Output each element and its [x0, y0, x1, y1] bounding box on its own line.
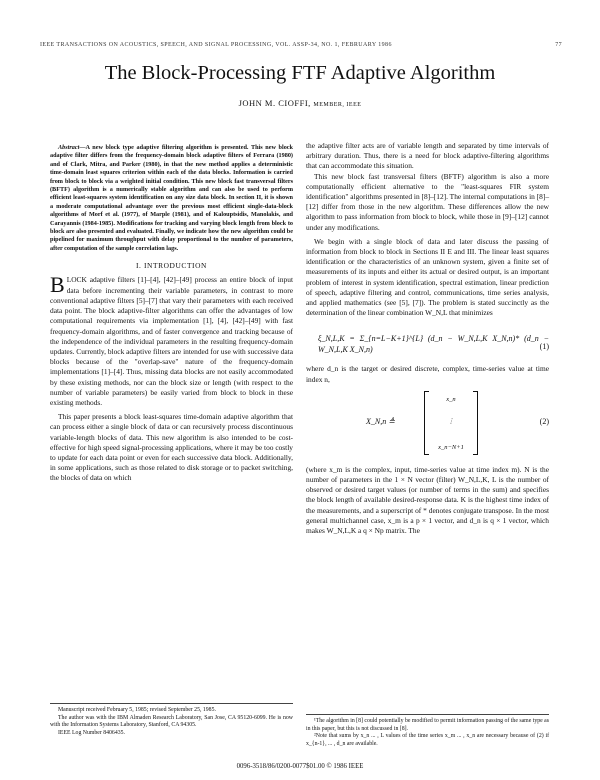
equation-1-number: (1): [539, 342, 549, 352]
right-paragraph-4: where d_n is the target or desired discrete, complex, time-series value at time index n,: [306, 364, 549, 384]
footnote-2: ²Note that sums by x_n ... , L values of the time series x_m ... , x_n are necessary because of (2) if x_{n-1}, ... , d_n are available.: [306, 733, 549, 747]
equation-1-body: ξ_N,L,K = Σ_{n=L−K+1}^{L} (d_n − W_N,L,K X_N,n)* (d_n − W_N,L,K X_N,n): [318, 334, 549, 354]
copyright-footer: 0096-3518/86/0200-0077$01.00 © 1986 IEEE: [236, 763, 364, 770]
intro-paragraph-1: [50, 272, 293, 408]
section-heading-introduction: I. INTRODUCTION: [136, 261, 207, 271]
journal-header: IEEE TRANSACTIONS ON ACOUSTICS, SPEECH, AND SIGNAL PROCESSING, VOL. ASSP-34, NO. 1, FEBRUARY 1986: [40, 42, 392, 48]
vector-top-entry: x_n: [446, 395, 456, 403]
column-vector-bracket: [424, 391, 478, 455]
right-footnotes: [306, 714, 549, 748]
right-column: [306, 141, 549, 536]
intro-paragraph-1-text: LOCK adaptive filters [1]–[4], [42]–[49] process an entire block of input data before incrementing their variable parameters, in contrast to more conventional adaptive filters [5]–[7] that vary their parameters with each received data point. The block adaptive-filter algorithms can offer the advantages of low computational requirements via implementation [1], [4], [42]–[49] with fast frequency-domain algorithms, and of faster convergence and tracking because of the independence of the individual parameters in the resulting frequency-domain updates. Currently, block adaptive filters are intended for use with successive data blocks because of the "overlap-save" nature of the frequency-domain implementations [1]–[4]. Thus, missing data blocks are not easily accommodated by these existing methods, nor can the block size or length (with respect to the number of variable parameters) be easily varied from block to block in these existing methods.: [50, 275, 293, 407]
author-name: JOHN M. CIOFFI,: [238, 98, 311, 108]
footnote-1: ¹The algorithm in [8] could potentially be modified to permit information passing of the same type as in this paper, but this is not discussed in [8].: [306, 718, 549, 732]
right-paragraph-1: the adaptive filter acts are of variable length and separated by time intervals of arbitrary duration. Thus, there is a need for block adaptive-filtering algorithms that can accommodate this situation.: [306, 141, 549, 171]
author-membership: MEMBER, IEEE: [313, 102, 362, 108]
left-column: [50, 144, 293, 484]
equation-2: [306, 389, 549, 459]
footnote-affiliation: The author was with the IBM Almaden Research Laboratory, San Jose, CA 95120-6099. He is now with the Information Systems Laboratory, Stanford, CA 94305.: [50, 714, 293, 729]
vector-bottom-entry: x_n−N+1: [438, 443, 464, 451]
footnote-received: Manuscript received February 5, 1985; revised September 25, 1985.: [58, 707, 216, 713]
intro-paragraph-2: This paper presents a block least-squares time-domain adaptive algorithm that can process either a single block of data or can recursively process discontinuous variable-length blocks of data. This new algorithm is also intended to be cost-effective for high speed signal-processing applications, where it may be too costly to update for each data point or even for each successive data block. Additionally, in some applications, such as those related to disk storage or to packet switching, the blocks of data on which: [50, 412, 293, 483]
right-paragraph-2: This new block fast transversal filters (BFTF) algorithm is also a more computationally efficient alternative to the "least-squares FIR system identification" algorithms presented in [8]–[12]. The internal computations in [8]–[12] differ from those in the new algorithm. These differences allow the new algorithm to pass information from block to block, while those in [9]–[12] cannot under any modifications.: [306, 171, 550, 232]
author-line: [0, 98, 600, 108]
equation-1: [306, 324, 549, 358]
paper-title: The Block-Processing FTF Adaptive Algorithm: [104, 62, 496, 84]
running-head: [40, 42, 562, 48]
drop-cap: B: [50, 272, 65, 298]
abstract-label: Abstract: [58, 144, 80, 151]
footnote-log-number: IEEE Log Number 8406435.: [58, 729, 125, 736]
abstract: [50, 144, 293, 253]
right-paragraph-5: (where x_m is the complex, input, time-series value at time index m). N is the number of parameters in the 1 × N vector (filter) W_N,L,K, L is the number of observed or desired target values (or number of terms in the sum) and specifies the block length of available desired-response data. K is the highest time index of the measurements, and a superscript of * denotes conjugate transpose. In the most general multichannel case, x_m is a p × 1 vector, and d_n is q × 1 vector, which makes W_N,L,K a q × Np matrix. The: [306, 464, 549, 536]
equation-2-lhs: X_N,n ≜: [366, 416, 395, 426]
abstract-text: —A new block type adaptive filtering algorithm is presented. This new block adaptive filter differs from the frequency-domain block adaptive filters of Ferrara (1980) and of Clark, Mitra, and Parker (1980), in that the new method applies a deterministic time-domain least squares criterion within each of the data blocks. Information is carried from block to block via a weighted initial condition. This new block fast transversal filters (BFTF) algorithm is a numerically stable algorithm and can also be used to perform efficient least-squares system identification on any size data block. In section II, it is shown a moderate computational advantage over the previous most efficient single-data-block algorithms of Morf et al. (1977), of Marple (1981), and of Kalouptsidis, Manolakis, and Carayannis (1984-1985). Modifications for tracking and varying block length from block to block are also presented and evaluated. Finally, we indicate how the new algorithm could be pipelined for maximum throughput with delay proportional to the number of parameters, after computation of the sample correlation lags.: [50, 144, 293, 252]
vector-middle-entry: ⋮: [447, 417, 455, 425]
equation-2-number: (2): [539, 416, 549, 426]
page-number: 77: [555, 42, 562, 48]
right-paragraph-3: We begin with a single block of data and later discuss the passing of information from block to block in Sections II E and III. The linear least squares identification or the characteristics of an unknown system, given a finite set of measurements of its inputs and either its actual or desired output, is an important problem of interest in system identification, spectral estimation, linear prediction of speech, adaptive filtering and control, communications, time series analysis, and applied mathematics (see [5], [7]). The problem is stated succinctly as the determination of the linear combination W_N,L that minimizes: [306, 236, 549, 318]
left-footnotes: [50, 703, 293, 737]
